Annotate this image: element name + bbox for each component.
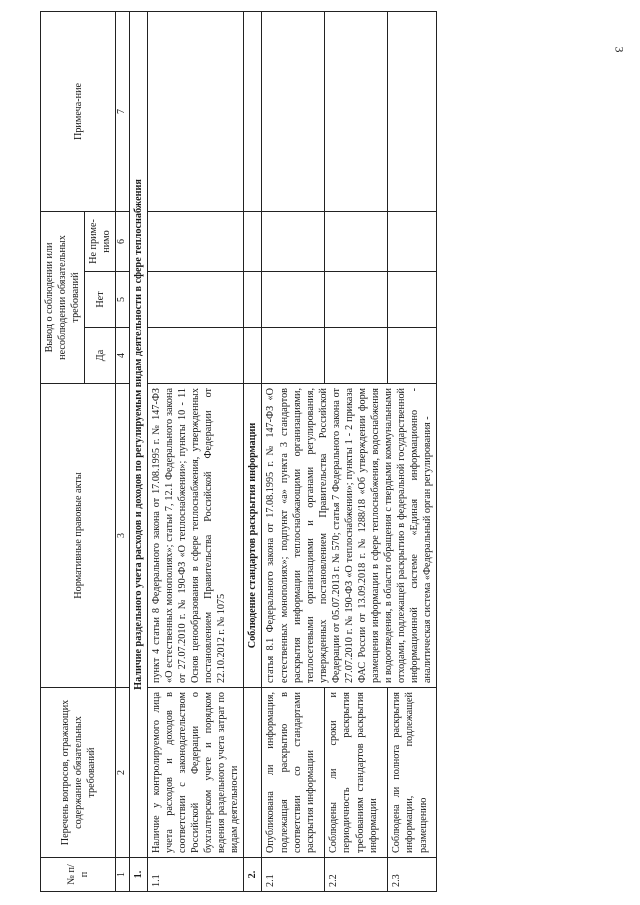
section-title-spacer (244, 688, 262, 858)
section-title: Соблюдение стандартов раскрытия информации (244, 384, 262, 688)
col-number: 1 (116, 858, 130, 892)
section-title: Наличие раздельного учета расходов и доходов по регулируемым видам деятельности в сфере теплоснабжения (130, 11, 148, 857)
row-question: Соблюдена ли полнота раскрытия информации, подлежащей размещению (388, 688, 437, 858)
row-na-cell[interactable] (388, 211, 437, 271)
row-na-cell[interactable] (262, 211, 325, 271)
row-acts: пункт 4 статьи 8 Федерального закона от 17.08.1995 г. № 147-ФЗ «О естественных монополиях»; статьи 7, 12.1 Федерального закона от 27.07.2010 г. № 190-ФЗ «О теплоснабжении»; пункты 10 - 11 Основ ценообразования в сфере теплоснабжения, утвержденных постановлением Правительства Российской Федерации от 22.10.2012 г. № 1075 (148, 384, 244, 688)
row-number: 2.2 (325, 858, 388, 892)
header-acts: Нормативные правовые акты (41, 384, 116, 688)
section-number: 1. (130, 858, 148, 892)
header-na: Не приме-нимо (85, 211, 116, 271)
section-row (244, 11, 262, 891)
section-empty (244, 211, 262, 271)
col-number: 6 (116, 211, 130, 271)
row-yes-cell[interactable] (325, 328, 388, 384)
section-number: 2. (244, 858, 262, 892)
row-no-cell[interactable] (262, 272, 325, 328)
section-empty (244, 328, 262, 384)
table-row (148, 11, 244, 891)
row-yes-cell[interactable] (388, 328, 437, 384)
header-yes: Да (85, 328, 116, 384)
row-yes-cell[interactable] (148, 328, 244, 384)
row-note-cell[interactable] (148, 11, 244, 211)
column-number-row (116, 11, 130, 891)
row-question: Соблюдены ли сроки и периодичность раскрытия требованиям стандартов раскрытия информации (325, 688, 388, 858)
col-number: 3 (116, 384, 130, 688)
row-acts: статья 8.1 Федерального закона от 17.08.1995 г. № 147-ФЗ «О естественных монополиях»; подпункт «а» пункта 3 стандартов раскрытия информации теплоснабжающими организациями, теплосетевыми организациями и органами регулирования, утвержденных постановлением Правительства Российской Федерации от 05.07.2013 г. № 570; статья 7 Федерального закона от 27.07.2010 г. № 190-ФЗ «О теплоснабжении»; пункты 1 - 2 приказа ФАС России от 13.09.2018 г. № 1288/18 «Об утверждении форм размещения информации в сфере теплоснабжения, водоснабжения и водоотведения, в области обращения с твердыми коммунальными отходами, подлежащей раскрытию в федеральной государственной информационной системе «Единая информационно - аналитическая система «Федеральный орган регулирования - (262, 384, 437, 688)
col-number: 7 (116, 11, 130, 211)
row-na-cell[interactable] (325, 211, 388, 271)
row-no-cell[interactable] (388, 272, 437, 328)
row-no-cell[interactable] (325, 272, 388, 328)
row-number: 1.1 (148, 858, 244, 892)
header-conclusion: Вывод о соблюдении или несоблюдении обязательных требований (41, 211, 85, 383)
page-number: 3 (612, 46, 627, 53)
checklist-table (40, 11, 437, 892)
section-row (130, 11, 148, 891)
row-note-cell[interactable] (388, 11, 437, 211)
row-question: Опубликована ли информация, подлежащая раскрытию в соответствии со стандартами раскрытия информации (262, 688, 325, 858)
col-number: 5 (116, 272, 130, 328)
row-yes-cell[interactable] (262, 328, 325, 384)
row-na-cell[interactable] (148, 211, 244, 271)
col-number: 2 (116, 688, 130, 858)
row-no-cell[interactable] (148, 272, 244, 328)
header-note: Примеча-ние (41, 11, 116, 211)
col-number: 4 (116, 328, 130, 384)
header-no: Нет (85, 272, 116, 328)
section-empty (244, 11, 262, 211)
row-number: 2.1 (262, 858, 325, 892)
rotated-checklist-table (40, 12, 600, 892)
row-note-cell[interactable] (262, 11, 325, 211)
header-questions: Перечень вопросов, отражающих содержание обязательных требований (41, 688, 116, 858)
section-empty (244, 272, 262, 328)
row-question: Наличие у контролируемого лица учета расходов и доходов в соответствии с законодательством Российской Федерации о бухгалтерском учете и порядком ведения раздельного учета затрат по видам деятельности (148, 688, 244, 858)
header-num: № п/п (41, 858, 116, 892)
row-note-cell[interactable] (325, 11, 388, 211)
row-number: 2.3 (388, 858, 437, 892)
table-row (262, 11, 325, 891)
